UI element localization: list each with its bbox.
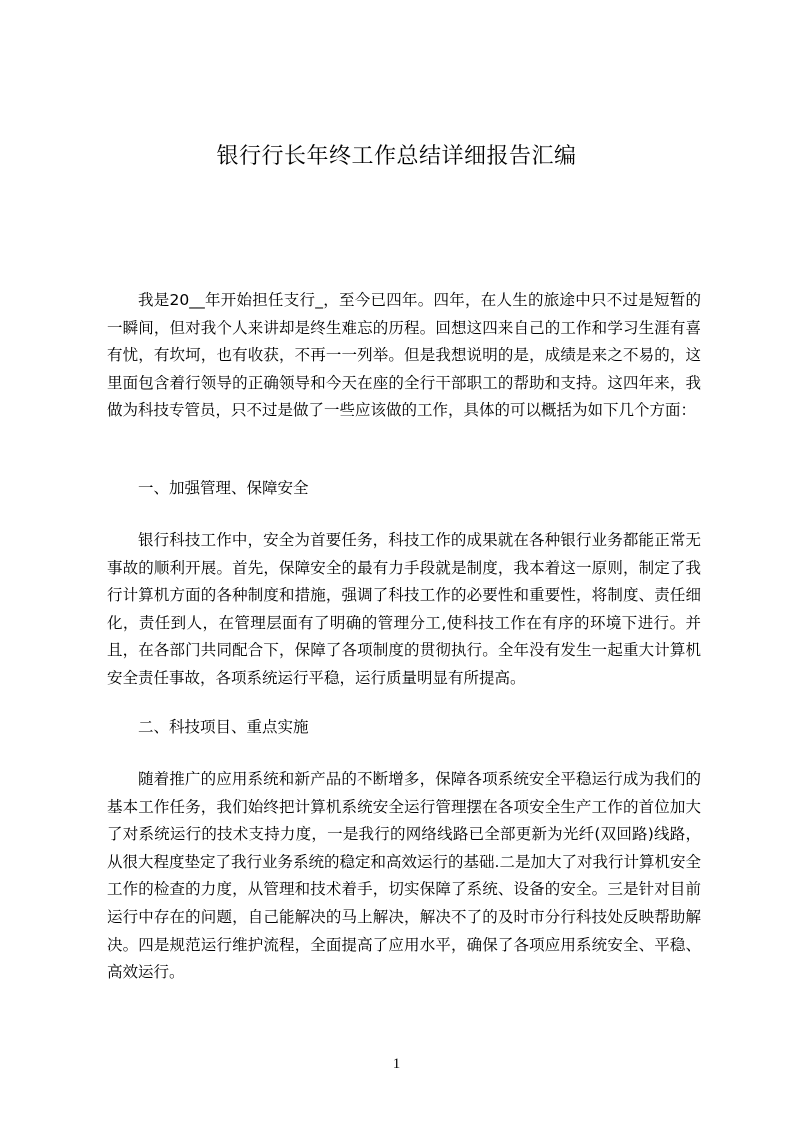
section-1-paragraph: 银行科技工作中，安全为首要任务，科技工作的成果就在各种银行业务都能正常无事故的顺利开展。首先，保障安全的最有力手段就是制度，我本着这一原则，制定了我行计算机方面的各种制度和措施，强调了科技工作的必要性和重要性，将制度、责任细化，责任到人，在管理层面有了明确的管理分工,使科技工作在有序的环境下进行。并且，在各部门共同配合下，保障了各项制度的贯彻执行。全年没有发生一起重大计算机安全责任事故，各项系统运行平稳，运行质量明显有所提高。: [107, 531, 701, 687]
section-heading-management-safety: 一、加强管理、保障安全: [138, 479, 309, 497]
page-number: 1: [392, 1056, 401, 1072]
document-title: 银行行长年终工作总结详细报告汇编: [216, 144, 577, 169]
section-heading-tech-projects: 二、科技项目、重点实施: [138, 718, 309, 736]
intro-paragraph: 我是20__年开始担任支行_，至今已四年。四年，在人生的旅途中只不过是短暂的一瞬间，但对我个人来讲却是终生难忘的历程。回想这四来自己的工作和学习生涯有喜有忧，有坎坷，也有收获，不再一一列举。但是我想说明的是，成绩是来之不易的，这里面包含着行领导的正确领导和今天在座的全行干部职工的帮助和支持。这四年来，我做为科技专管员，只不过是做了一些应该做的工作，具体的可以概括为如下几个方面：: [107, 291, 701, 420]
section-2-paragraph: 随着推广的应用系统和新产品的不断增多，保障各项系统安全平稳运行成为我们的基本工作任务，我们始终把计算机系统安全运行管理摆在各项安全生产工作的首位加大了对系统运行的技术支持力度，一是我行的网络线路已全部更新为光纤(双回路)线路，从很大程度垫定了我行业务系统的稳定和高效运行的基础.二是加大了对我行计算机安全工作的检查的力度，从管理和技术着手，切实保障了系统、设备的安全。三是针对目前运行中存在的问题，自己能解决的马上解决，解决不了的及时市分行科技处反映帮助解决。四是规范运行维护流程，全面提高了应用水平，确保了各项应用系统安全、平稳、高效运行。: [107, 770, 701, 982]
